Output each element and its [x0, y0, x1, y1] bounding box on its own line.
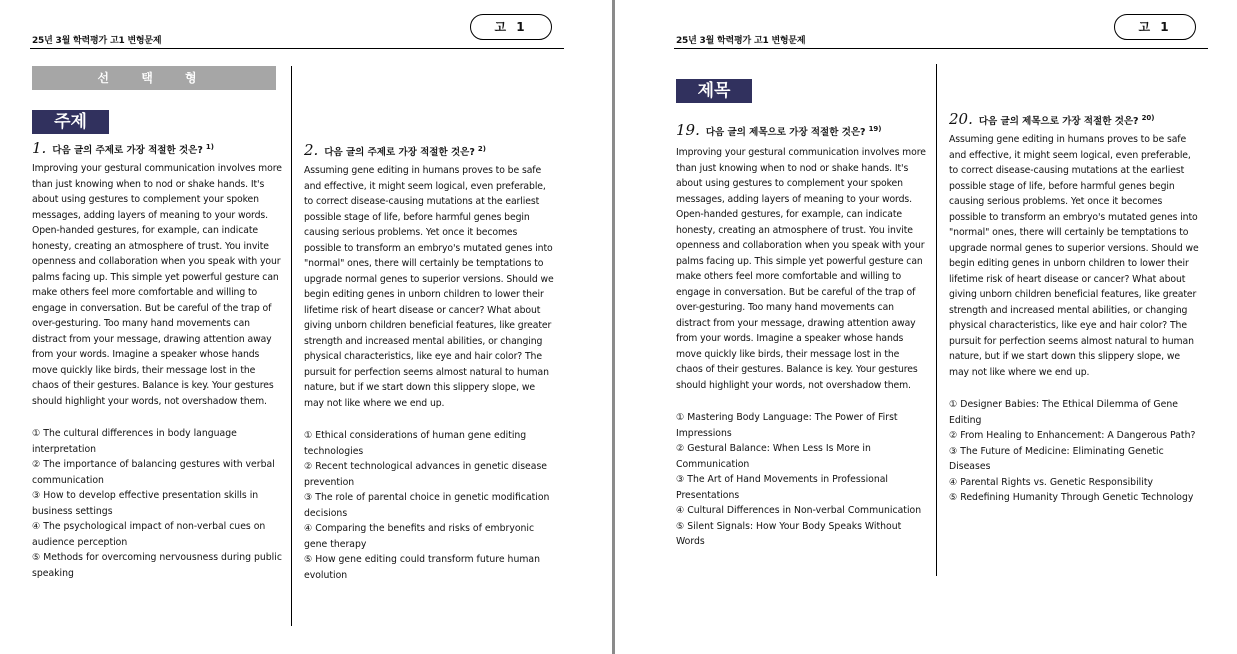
question-2-choices — [304, 428, 549, 583]
choice-4[interactable]: ④ Parental Rights vs. Genetic Responsibility — [949, 476, 1153, 488]
select-type-banner: 선 택 형 — [32, 66, 276, 90]
exam-title: 25년 3월 학력평가 고1 변형문제 — [32, 36, 162, 46]
footnote-ref: 2) — [477, 144, 486, 153]
section-tag-theme: 주제 — [32, 110, 109, 134]
footnote-ref: 1) — [205, 142, 214, 151]
question-prompt: 다음 글의 주제로 가장 적절한 것은? — [52, 145, 203, 156]
question-number: 1. — [32, 139, 47, 157]
question-1-choices — [32, 426, 282, 581]
page-left — [0, 0, 612, 654]
question-1-header — [32, 139, 214, 157]
choice-3[interactable]: ③ The Future of Medicine: Eliminating Genetic Diseases — [949, 445, 1164, 472]
choice-4[interactable]: ④ Cultural Differences in Non-verbal Communication — [676, 505, 922, 516]
choice-4[interactable]: ④ The psychological impact of non-verbal cues on audience perception — [32, 521, 266, 548]
header-rule — [30, 48, 564, 49]
grade-badge: 고 1 — [470, 14, 552, 40]
grade-badge: 고 1 — [1114, 14, 1196, 40]
question-1-passage: Improving your gestural communication involves more than just knowing when to nod or shake hands. It's about using gestures to complement your spoken messages, adding layers of meaning to your words. Open-handed gestures, for example, can indicate honesty, creating an atmosphere of trust. You invite openness and collaboration when you speak with your palms facing up. This simple yet powerful gesture can make others feel more comfortable and willing to engage in conversation. But be careful of the trap of over-gesturing. Too many hand movements can distract from your message, drawing attention away from your words. Imagine a speaker whose hands move quickly like birds, their message lost in the chaos of their gestures. Balance is key. Your gestures should highlight your words, not overshadow them. — [32, 163, 282, 407]
choice-1[interactable]: ① Ethical considerations of human gene editing technologies — [304, 430, 527, 457]
choice-5[interactable]: ⑤ Redefining Humanity Through Genetic Technology — [949, 492, 1194, 503]
header-rule — [674, 48, 1208, 49]
page-right — [616, 0, 1237, 654]
choice-3[interactable]: ③ How to develop effective presentation skills in business settings — [32, 490, 259, 517]
question-19-choices — [676, 410, 921, 550]
question-20-choices — [949, 397, 1195, 506]
question-prompt: 다음 글의 제목으로 가장 적절한 것은? — [978, 116, 1139, 127]
footnote-ref: 20) — [1141, 113, 1155, 122]
choice-4[interactable]: ④ Comparing the benefits and risks of embryonic gene therapy — [304, 523, 535, 550]
choice-1[interactable]: ① The cultural differences in body language interpretation — [32, 428, 237, 455]
question-2-header — [304, 141, 486, 159]
column-divider — [291, 66, 292, 626]
choice-3[interactable]: ③ The role of parental choice in genetic modification decisions — [304, 492, 550, 519]
question-number: 19. — [676, 121, 700, 139]
choice-5[interactable]: ⑤ Silent Signals: How Your Body Speaks Without Words — [676, 520, 902, 547]
choice-3[interactable]: ③ The Art of Hand Movements in Professional Presentations — [676, 474, 889, 501]
choice-1[interactable]: ① Mastering Body Language: The Power of First Impressions — [676, 412, 898, 439]
question-20-passage: Assuming gene editing in humans proves to be safe and effective, it might seem logical, even preferable, to correct disease-causing mutations at the earliest possible stage of life, before harmful genes begin causing serious problems. Yet once it becomes possible to transform an embryo's mutated genes into "normal" ones, there will certainly be temptations to upgrade normal genes to superior versions. Should we begin editing genes in unborn children to lower their lifetime risk of heart disease or cancer? What about giving unborn children beneficial features, like greater strength and increased mental abilities, or changing physical characteristics, like eye and hair color? The pursuit for perfection seems almost natural to human nature, but if we start down this slippery slope, we may not like where we end up. — [949, 134, 1199, 378]
choice-5[interactable]: ⑤ How gene editing could transform future human evolution — [304, 554, 540, 581]
choice-2[interactable]: ② From Healing to Enhancement: A Dangerous Path? — [949, 430, 1196, 441]
question-2-passage: Assuming gene editing in humans proves to be safe and effective, it might seem logical, even preferable, to correct disease-causing mutations at the earliest possible stage of life, before harmful genes begin causing serious problems. Yet once it becomes possible to transform an embryo's mutated genes into "normal" ones, there will certainly be temptations to upgrade normal genes to superior versions. Should we begin editing genes in unborn children to lower their lifetime risk of heart disease or cancer? What about giving unborn children beneficial features, like greater strength and increased mental abilities, or changing physical characteristics, like eye and hair color? The pursuit for perfection seems almost natural to human nature, but if we start down this slippery slope, we may not like where we end up. — [304, 165, 554, 409]
choice-2[interactable]: ② Recent technological advances in genetic disease prevention — [304, 461, 548, 488]
exam-title: 25년 3월 학력평가 고1 변형문제 — [676, 36, 806, 46]
choice-2[interactable]: ② The importance of balancing gestures with verbal communication — [32, 459, 275, 486]
column-divider — [936, 64, 937, 576]
question-19-header — [676, 121, 882, 139]
question-prompt: 다음 글의 주제로 가장 적절한 것은? — [324, 147, 475, 158]
question-number: 2. — [304, 141, 319, 159]
question-19-passage: Improving your gestural communication involves more than just knowing when to nod or shake hands. It's about using gestures to complement your spoken messages, adding layers of meaning to your words. Open-handed gestures, for example, can indicate honesty, creating an atmosphere of trust. You invite openness and collaboration when you speak with your palms facing up. This simple yet powerful gesture can make others feel more comfortable and willing to engage in conversation. But be careful of the trap of over-gesturing. Too many hand movements can distract from your message, drawing attention away from your words. Imagine a speaker whose hands move quickly like birds, their message lost in the chaos of their gestures. Balance is key. Your gestures should highlight your words, not overshadow them. — [676, 147, 926, 391]
choice-2[interactable]: ② Gestural Balance: When Less Is More in Communication — [676, 443, 871, 470]
question-prompt: 다음 글의 제목으로 가장 적절한 것은? — [705, 127, 866, 138]
footnote-ref: 19) — [868, 124, 882, 133]
page-spine — [612, 0, 615, 654]
question-20-header — [949, 110, 1155, 128]
choice-5[interactable]: ⑤ Methods for overcoming nervousness during public speaking — [32, 552, 282, 579]
question-number: 20. — [949, 110, 973, 128]
section-tag-title: 제목 — [676, 79, 752, 103]
choice-1[interactable]: ① Designer Babies: The Ethical Dilemma of Gene Editing — [949, 399, 1178, 426]
